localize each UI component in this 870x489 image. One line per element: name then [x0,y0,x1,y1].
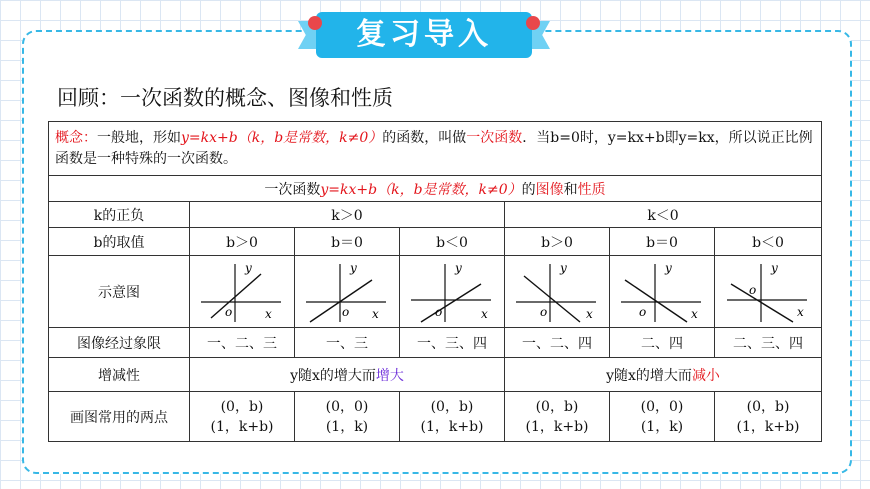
header-prefix: 一次函数 [264,181,321,198]
b-value-cell: b＞0 [190,228,295,256]
graph-cell [400,256,505,328]
row-label-graph: 示意图 [49,256,190,328]
point-2: (1，k) [640,418,684,435]
b-value-cell: b＝0 [295,228,400,256]
origin-label: o [342,304,350,319]
origin-label: o [749,282,757,297]
quadrants-cell: 一、三、四 [400,328,505,358]
properties-table [48,121,822,442]
point-1: (0，b) [746,398,790,415]
point-1: (0，b) [430,398,474,415]
header-image-word: 图像 [535,181,564,198]
graph-k-pos-b-zero [302,260,392,324]
k-positive-cell: k＞0 [190,202,505,228]
graph-k-pos-b-pos [197,260,287,324]
origin-label: o [540,304,548,319]
table-header-cell [49,176,822,202]
graph-k-pos-b-neg [407,260,497,324]
row-label-points: 画图常用的两点 [49,392,190,442]
graph-k-neg-b-neg [723,260,813,324]
row-label-b-value: b的取值 [49,228,190,256]
points-row [49,392,822,442]
x-label: x [691,306,698,321]
row-label-k-sign: k的正负 [49,202,190,228]
monotonicity-row [49,358,822,392]
quadrants-cell: 二、四 [610,328,715,358]
review-heading: 回顾：一次函数的概念、图像和性质 [57,86,393,110]
function-line [731,284,793,322]
y-label: y [350,260,357,275]
x-label: x [586,306,593,321]
header-formula: y=kx+b（k，b是常数，k≠0） [320,181,522,198]
points-cell [295,392,400,442]
b-value-cell: b＞0 [505,228,610,256]
points-cell [400,392,505,442]
header-prop-word: 性质 [577,181,606,198]
x-label: x [797,304,804,319]
mono-negative-cell [505,358,822,392]
function-line [625,280,687,322]
graph-cell [190,256,295,328]
b-value-cell: b＜0 [400,228,505,256]
concept-label: 概念： [55,129,97,146]
y-label: y [245,260,252,275]
quadrants-cell: 二、三、四 [715,328,822,358]
concept-formula: y=kx+b（k，b是常数，k≠0） [181,129,383,146]
function-line [421,284,481,322]
points-cell [190,392,295,442]
origin-label: o [639,304,647,319]
graph-row [49,256,822,328]
concept-term: 一次函数 [466,129,523,146]
x-label: x [372,306,379,321]
quadrants-row [49,328,822,358]
quadrants-cell: 一、三 [295,328,400,358]
origin-label: o [225,304,233,319]
x-label: x [481,306,488,321]
graph-cell [505,256,610,328]
row-label-quadrants: 图像经过象限 [49,328,190,358]
y-label: y [560,260,567,275]
quadrants-cell: 一、二、四 [505,328,610,358]
point-2: (1，k) [325,418,369,435]
y-label: y [665,260,672,275]
graph-cell [715,256,822,328]
mono-positive-highlight: 增大 [375,367,404,384]
function-line [310,280,372,322]
point-1: (0，0) [640,398,684,415]
mono-negative-text: y随x的增大而 [606,367,692,384]
title-banner [298,12,550,58]
mono-negative-highlight: 减小 [691,367,720,384]
point-2: (1，k+b) [525,418,589,435]
mono-positive-cell [190,358,505,392]
origin-label: o [435,304,443,319]
x-label: x [265,306,272,321]
graph-k-neg-b-zero [617,260,707,324]
point-1: (0，b) [220,398,264,415]
point-2: (1，k+b) [420,418,484,435]
point-1: (0，b) [535,398,579,415]
concept-row [49,122,822,176]
b-value-cell: b＜0 [715,228,822,256]
mono-positive-text: y随x的增大而 [290,367,376,384]
quadrants-cell: 一、二、三 [190,328,295,358]
concept-text-2: 的函数，叫做 [382,129,467,146]
graph-k-neg-b-pos [512,260,602,324]
y-label: y [455,260,462,275]
points-cell [610,392,715,442]
concept-cell [49,122,822,176]
graph-cell [295,256,400,328]
point-1: (0，0) [325,398,369,415]
point-2: (1，k+b) [210,418,274,435]
b-value-row [49,228,822,256]
points-cell [505,392,610,442]
row-label-monotonic: 增减性 [49,358,190,392]
banner-title: 复习导入 [356,17,492,52]
header-mid: 的 [521,181,536,198]
function-line [211,274,261,318]
concept-text-3: ．当b=0时，y=kx+b即y=kx，所以说正比例函数是一种特殊的一次函数。 [55,129,813,167]
graph-cell [610,256,715,328]
y-label: y [771,260,778,275]
table-header-row [49,176,822,202]
point-2: (1，k+b) [736,418,800,435]
k-sign-row [49,202,822,228]
k-negative-cell: k＜0 [505,202,822,228]
function-line [524,276,580,322]
header-and-word: 和 [563,181,578,198]
concept-text-1: 一般地，形如 [97,129,181,146]
points-cell [715,392,822,442]
b-value-cell: b＝0 [610,228,715,256]
